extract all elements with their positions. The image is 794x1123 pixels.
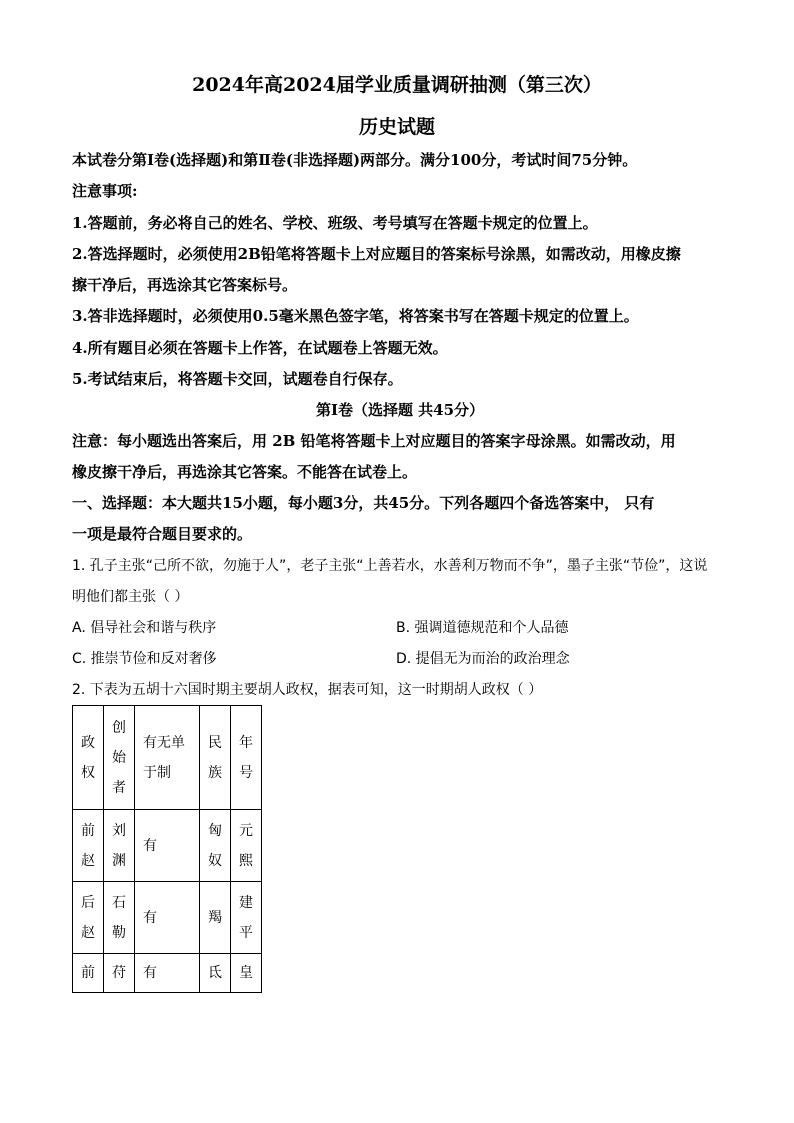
exam-title: 2024年高2024届学业质量调研抽测（第三次） <box>192 74 602 96</box>
table-cell: 有 <box>143 909 157 926</box>
table-cell: 元熙 <box>239 822 253 869</box>
notice-item: 3.答非选择题时，必须使用0.5毫米黑色签字笔，将答案书写在答题卡规定的位置上。 <box>72 307 639 325</box>
notice-item: 2.答选择题时，必须使用2B铅笔将答题卡上对应题目的答案标号涂黑，如需改动，用橡皮擦 <box>72 245 681 263</box>
notice-item: 4.所有题目必须在答题卡上作答，在试题卷上答题无效。 <box>72 339 448 357</box>
question-1-option-d: D. 提倡无为而治的政治理念 <box>396 651 570 667</box>
question-1-option-b: B. 强调道德规范和个人品德 <box>396 620 569 636</box>
table-row <box>73 954 262 993</box>
table-header-cell: 年号 <box>239 734 253 781</box>
table-cell: 氐 <box>208 965 222 981</box>
table-cell: 前赵 <box>81 822 95 869</box>
exam-intro: 本试卷分第Ⅰ卷(选择题)和第Ⅱ卷(非选择题)两部分。满分100分，考试时间75分钟。 <box>72 151 638 169</box>
table-cell: 苻 <box>112 965 126 981</box>
part-heading: 一、选择题：本大题共15小题，每小题3分，共45分。下列各题四个备选答案中， 只有 <box>72 494 655 512</box>
section-note: 注意：每小题选出答案后，用 2B 铅笔将答题卡上对应题目的答案字母涂黑。如需改动，用 <box>72 432 676 450</box>
question-1-option-a: A. 倡导社会和谐与秩序 <box>72 620 217 636</box>
table-header-row <box>73 706 262 810</box>
notice-item: 1.答题前，务必将自己的姓名、学校、班级、考号填写在答题卡规定的位置上。 <box>72 214 598 232</box>
table-header-cell: 民族 <box>208 734 222 781</box>
table-cell: 有 <box>143 965 157 981</box>
table-cell: 石勒 <box>112 894 126 941</box>
notice-item: 擦干净后，再选涂其它答案标号。 <box>72 276 298 294</box>
exam-subject: 历史试题 <box>358 116 435 138</box>
regimes-table <box>72 705 262 993</box>
question-1-stem: 明他们都主张（ ） <box>72 589 189 605</box>
table-cell: 有 <box>143 837 157 854</box>
table-row <box>73 882 262 954</box>
table-cell: 羯 <box>208 909 222 926</box>
table-cell: 皇 <box>239 965 253 981</box>
table-cell: 匈奴 <box>208 822 222 869</box>
table-cell: 刘渊 <box>112 822 126 869</box>
table-cell: 建平 <box>239 894 253 941</box>
section-title: 第Ⅰ卷（选择题 共45分） <box>315 401 485 419</box>
notice-heading: 注意事项: <box>72 182 138 200</box>
table-header-cell: 有无单于制 <box>143 734 185 781</box>
question-1-stem: 1. 孔子主张“己所不欲，勿施于人”，老子主张“上善若水，水善利万物而不争”，墨子主张“节俭”，这说 <box>72 558 708 574</box>
table-row <box>73 810 262 882</box>
table-header-cell: 政权 <box>81 734 95 781</box>
section-note: 橡皮擦干净后，再选涂其它答案。不能答在试卷上。 <box>72 463 418 481</box>
table-header-cell: 创始者 <box>112 719 126 796</box>
part-heading: 一项是最符合题目要求的。 <box>72 525 253 543</box>
table-cell: 前 <box>81 965 95 981</box>
question-2-stem: 2. 下表为五胡十六国时期主要胡人政权，据表可知，这一时期胡人政权（ ） <box>72 682 543 698</box>
notice-item: 5.考试结束后，将答题卡交回，试题卷自行保存。 <box>72 370 403 388</box>
table-cell: 后赵 <box>81 894 95 941</box>
question-1-option-c: C. 推崇节俭和反对奢侈 <box>72 651 217 667</box>
